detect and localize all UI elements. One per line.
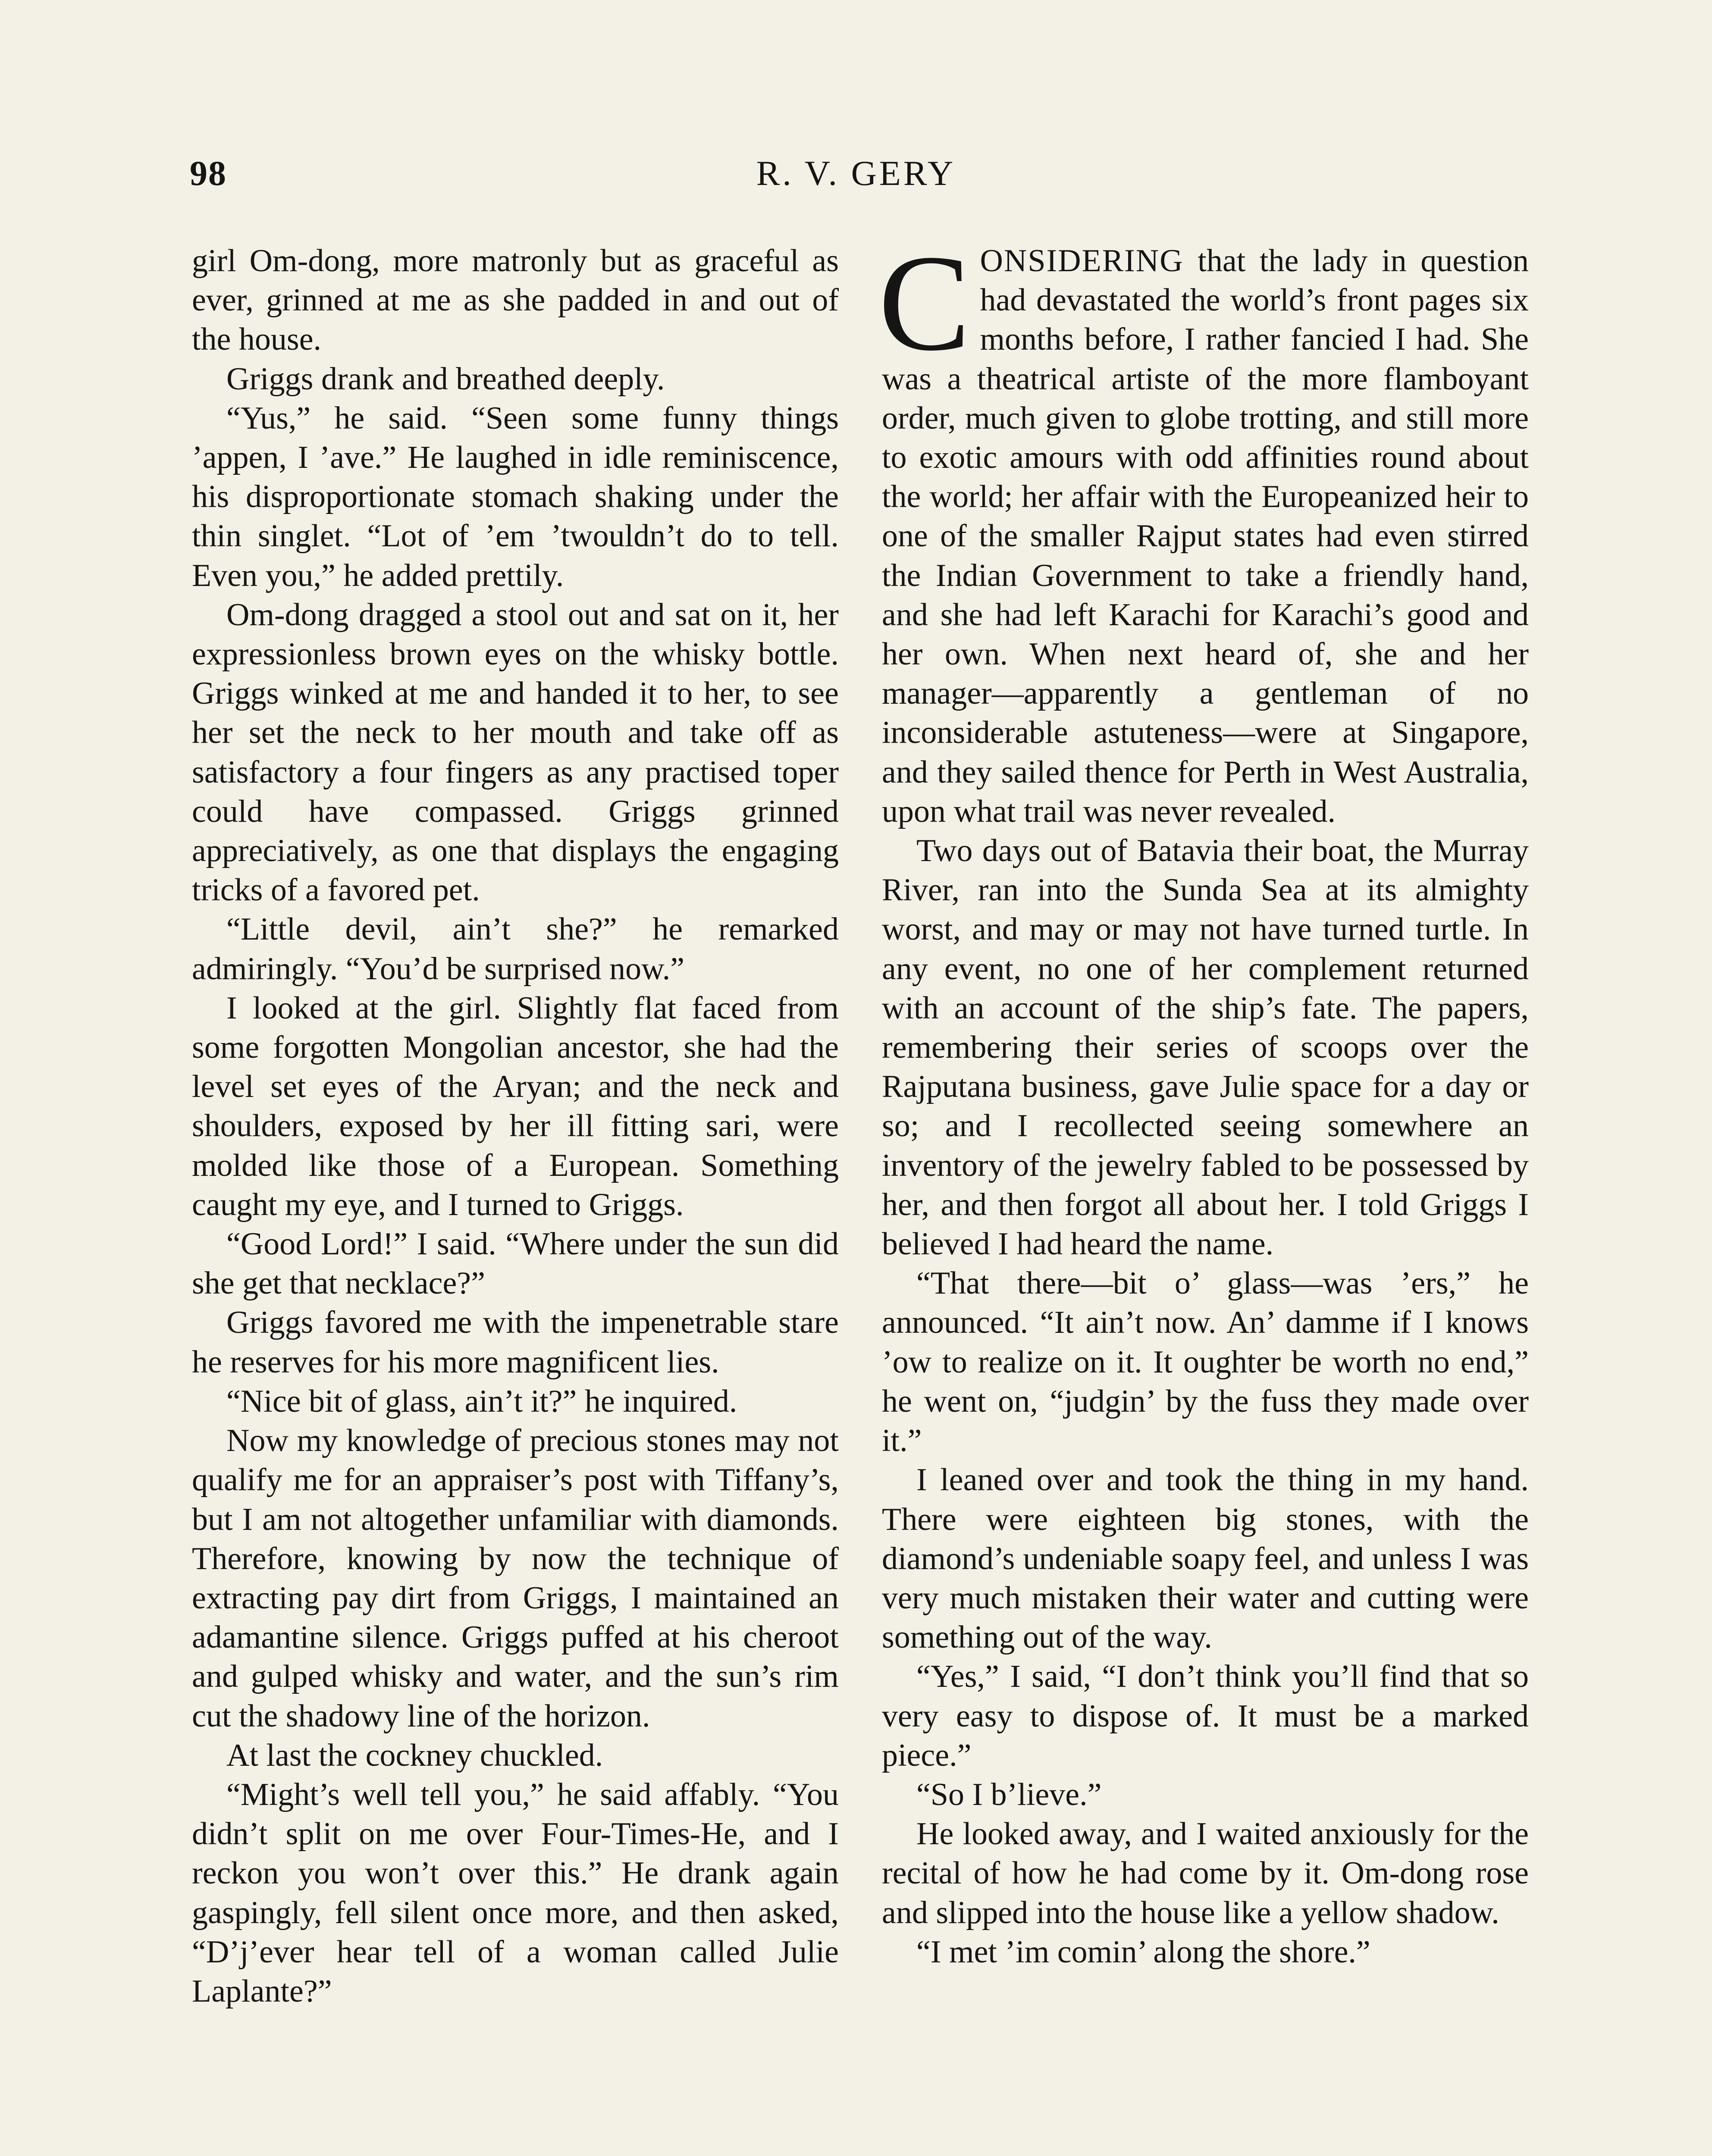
drop-cap: C (878, 227, 971, 379)
paragraph: “Little devil, ain’t she?” he remarked admiringly. “You’d be surprised now.” (192, 912, 839, 987)
paragraph: I leaned over and took the thing in my hand. There were eighteen big stones, with the diamond’s undeniable soapy feel, and unless I was very much mistaken their water and cutting were something out of the way. (882, 1462, 1529, 1655)
running-head: R. V. GERY (756, 154, 956, 193)
paragraph: girl Om-dong, more matronly but as graceful as ever, grinned at me as she padded in and out of the house. (192, 243, 839, 357)
paragraph: He looked away, and I waited anxiously for the recital of how he had come by it. Om-dong rose and slipped into the house like a yellow shadow. (882, 1816, 1529, 1930)
paragraph: Griggs drank and breathed deeply. (226, 361, 665, 397)
paragraph: Two days out of Batavia their boat, the Murray River, ran into the Sunda Sea at its almighty worst, and may or may not have turned turtle. In any event, no one of her complement returned with an account of the ship’s fate. The papers, remembering their series of scoops over the Rajputana business, gave Julie space for a day or so; and I recollected seeing somewhere an inventory of the jewelry fabled to be possessed by her, and then forgot all about her. I told Griggs I believed I had heard the name. (882, 833, 1529, 1262)
opening-word: ONSIDERING (980, 243, 1184, 279)
paragraph: “So I b’lieve.” (916, 1777, 1102, 1812)
paragraph: “Nice bit of glass, ain’t it?” he inquired. (226, 1383, 737, 1419)
paragraph: “Yes,” I said, “I don’t think you’ll find that so very easy to dispose of. It must be a marked piece.” (882, 1659, 1529, 1773)
paragraph: “Might’s well tell you,” he said affably. “You didn’t split on me over Four-Times-He, and I reckon you won’t over this.” He drank again gaspingly, fell silent once more, and then asked, “D’j’ever hear tell of a woman called Julie Laplante?” (192, 1777, 839, 2009)
paragraph: Now my knowledge of precious stones may not qualify me for an appraiser’s post with Tiffany’s, but I am not altogether unfamiliar with diamonds. Therefore, knowing by now the technique of extracting pay dirt from Griggs, I maintained an adamantine silence. Griggs puffed at his cheroot and gulped whisky and water, and the sun’s rim cut the shadowy line of the horizon. (192, 1423, 839, 1734)
page-number: 98 (190, 154, 227, 193)
paragraph: I looked at the girl. Slightly flat faced from some forgotten Mongolian ancestor, she had the level set eyes of the Aryan; and the neck and shoulders, exposed by her ill fitting sari, were molded like those of a European. Something caught my eye, and I turned to Griggs. (192, 990, 839, 1222)
paragraph: “I met ’im comin’ along the shore.” (916, 1934, 1370, 1970)
left-column (192, 241, 839, 2011)
right-column (878, 227, 1529, 1972)
paragraph: “Yus,” he said. “Seen some funny things ’appen, I ’ave.” He laughed in idle reminiscence, his disproportionate stomach shaking under the thin singlet. “Lot of ’em ’twouldn’t do to tell. Even you,” he added prettily. (192, 400, 839, 593)
page-header (190, 153, 1522, 201)
paragraph: “Good Lord!” I said. “Where under the sun did she get that necklace?” (192, 1226, 839, 1301)
opening-paragraph-text: that the lady in question had devastated the world’s front pages six months before, I rather fancied I had. She was a theatrical artiste of the more flamboyant order, much given to globe trotting, and still more to exotic amours with odd affinities round about the world; her affair with the Europeanized heir to one of the smaller Rajput states had even stirred the Indian Government to take a friendly hand, and she had left Karachi for Karachi’s good and her own. When next heard of, she and her manager—apparently a gentleman of no inconsiderable astuteness—were at Singapore, and they sailed thence for Perth in West Australia, upon what trail was never revealed. (882, 243, 1529, 829)
paragraph: “That there—bit o’ glass—was ’ers,” he announced. “It ain’t now. An’ damme if I knows ’ow to realize on it. It oughter be worth no end,” he went on, “judgin’ by the fuss they made over it.” (882, 1266, 1529, 1459)
paragraph: Griggs favored me with the impenetrable stare he reserves for his more magnificent lies. (192, 1305, 839, 1380)
paragraph: Om-dong dragged a stool out and sat on it, her expressionless brown eyes on the whisky bottle. Griggs winked at me and handed it to her, to see her set the neck to her mouth and take off as satisfactory a four fingers as any practised toper could have compassed. Griggs grinned appreciatively, as one that displays the engaging tricks of a favored pet. (192, 597, 839, 908)
opening-paragraph (878, 227, 1529, 831)
paragraph: At last the cockney chuckled. (226, 1737, 603, 1773)
